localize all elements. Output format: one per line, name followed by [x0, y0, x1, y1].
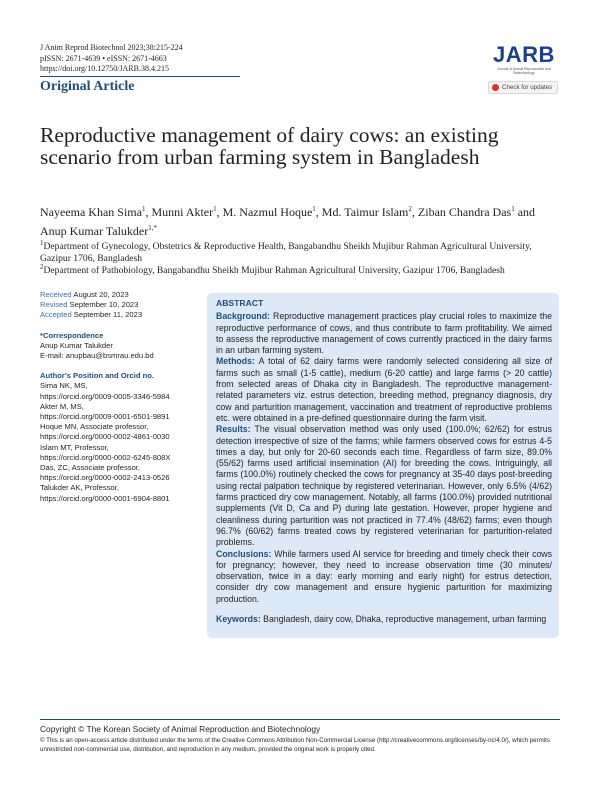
section-label: Results:	[216, 424, 251, 435]
correspondence-name: Anup Kumar Talukder	[40, 340, 113, 350]
orcid-list	[40, 381, 200, 503]
received-date	[40, 290, 200, 300]
section-text: While farmers used AI service for breeding and timely check their cows for pregnancy; however, they need to increase observation time (30 minutes/ observation, twice in a day: early morning and early night) for estrus detection, consider dry cow management and ensure hygienic parturition for maximizing production.	[216, 548, 553, 604]
section-label: Methods:	[216, 356, 255, 367]
orcid-author: Hoque MN, Associate professor,	[40, 422, 149, 432]
copyright-notice: Copyright © The Korean Society of Animal Reproduction and Biotechnology	[40, 724, 321, 734]
logo-subtitle: Journal of Animal Reproduction and Biotechnology	[497, 67, 551, 75]
author-separator: ,	[145, 205, 152, 219]
journal-doi-link[interactable]: https://doi.org/10.12750/JARB.38.4.215	[40, 64, 169, 74]
author-affiliation-mark: 2	[408, 205, 412, 213]
orcid-link[interactable]: https://orcid.org/0009-0001-6501-9891	[40, 412, 170, 422]
affiliation-text: Department of Pathobiology, Bangabandhu Sheikh Mujibur Rahman Agricultural University, Gazipur 1706, Bangladesh	[43, 265, 505, 277]
abstract-heading: ABSTRACT	[216, 298, 264, 308]
section-label: Conclusions:	[216, 548, 272, 559]
check-for-updates-button[interactable]	[488, 81, 558, 94]
orcid-author: Sima NK, MS,	[40, 381, 88, 391]
revised-value: September 10, 2023	[69, 300, 139, 310]
abstract-conclusions	[216, 549, 552, 605]
accepted-label: Accepted	[40, 310, 72, 320]
author-separator: ,	[411, 205, 418, 219]
orcid-author: Islam MT, Professor,	[40, 442, 109, 452]
section-text: A total of 62 dairy farms were randomly selected considering all size of farms such as small (1-5 cattle), medium (6-20 cattle) and large farms (> 20 cattle) from selected areas of Dhaka city in Bangladesh. The reproductive management-related parameters viz. estrus detection, breeding method, pregnancy diagnosis, dry cow and parturition management, vaccination and treatment of reproductive problems etc. were obtained in a pre-defined questionnaire during the farm visit.	[216, 356, 552, 423]
article-sidebar	[40, 290, 200, 504]
orcid-link[interactable]: https://orcid.org/0000-0002-2413-0526	[40, 473, 170, 483]
orcid-author: Talukder AK, Professor,	[40, 483, 119, 493]
author-affiliation-mark: 1,*	[148, 224, 157, 232]
affiliation-text: Department of Gynecology, Obstetrics & Reproductive Health, Bangabandhu Sheikh Mujibur Rahman Agricultural University, Gazipur 1706, Bangladesh	[40, 241, 532, 264]
author-list	[40, 201, 560, 239]
author-affiliation-mark: 1	[213, 205, 217, 213]
license-text: This is an open-access article distributed under the terms of the Creative Commons Attribution Non-Commercial License (http://creativecommons.org/licenses/by-nc/4.0/), which permits unrestricted non-commercial use, distribution, and reproduction in any medium, provided the original work is properly cited.	[40, 737, 550, 753]
keywords-label: Keywords:	[216, 614, 261, 625]
received-label: Received	[40, 290, 72, 299]
author-name: Ziban Chandra Das	[417, 205, 512, 219]
journal-logo	[492, 44, 556, 75]
abstract-results	[216, 424, 552, 548]
correspondence-email[interactable]: E-mail: anupbau@bsmrau.edu.bd	[40, 351, 154, 361]
journal-citation: J Anim Reprod Biotechnol 2023;38:215-224	[40, 43, 183, 52]
orcid-link[interactable]: https://orcid.org/0000-0002-6245-808X	[40, 452, 171, 462]
revised-date	[40, 300, 200, 310]
check-updates-icon	[492, 84, 499, 91]
section-text: Reproductive management practices play crucial roles to maximize the reproductive performance of cows, and thus contribute to farm profitability. We aimed to assess the reproductive management of cows currently practiced in the dairy farms in an urban farming system.	[216, 311, 552, 356]
section-text: The visual observation method was only used (100.0%; 62/62) for estrus detection irrespective of size of the farms; while farmers observed cows for estrus 4-5 times a day, but only for 20-60 seconds each time. Regardless of farm size, 89.0% (55/62) farms used artificial insemination (AI) for breeding the cows. Intriguingly, all farms (100.0%) routinely checked the cows for pregnancy at 35-40 days post-breeding using rectal palpation technique by registered veterinarian. However, only 6.5% (4/62) farms practiced dry cow management. Notably, all farms (100.0%) provided nutritional supplements (Vit D, Ca and P) during late gestation. However, proper hygiene and cleanliness during parturition was not practiced in 77.4% (48/62) farms; even though 96.7% (60/62) farms treated cows by registered veterinarian for parturition-related problems.	[216, 424, 552, 548]
correspondence-heading: *Correspondence	[40, 330, 104, 340]
section-label: Background:	[216, 311, 270, 322]
accepted-value: September 11, 2023	[73, 310, 143, 320]
orcid-link[interactable]: https://orcid.org/0009-0005-3346-5984	[40, 391, 170, 401]
author-affiliation-mark: 1	[312, 205, 316, 213]
affiliation-number: 1	[40, 239, 44, 247]
journal-info	[40, 43, 183, 75]
author-name: Nayeema Khan Sima	[40, 205, 142, 219]
check-updates-label: Check for updates	[502, 84, 553, 91]
orcid-author: Akter M, MS,	[40, 401, 84, 411]
logo-text: JARB	[493, 42, 555, 67]
author-affiliation-mark: 1	[141, 205, 146, 213]
article-type: Original Article	[40, 79, 135, 94]
header-divider	[40, 76, 240, 77]
orcid-link[interactable]: https://orcid.org/0000-0001-6904-8801	[40, 493, 170, 503]
orcid-heading: Author's Position and Orcid no.	[40, 371, 155, 381]
orcid-link[interactable]: https://orcid.org/0000-0002-4861-0030	[40, 432, 170, 442]
abstract-methods	[216, 356, 552, 424]
abstract-keywords	[216, 614, 552, 625]
affiliation-number: 2	[40, 263, 44, 271]
abstract-box	[207, 293, 559, 638]
accepted-date	[40, 310, 200, 320]
author-name: Munni Akter	[151, 205, 214, 219]
abstract-background	[216, 311, 552, 356]
journal-issn: pISSN: 2671-4639 • eISSN: 2671-4663	[40, 53, 167, 63]
author-name: Md. Taimur Islam	[321, 205, 409, 219]
cc-icon: ©	[40, 737, 47, 744]
affiliation-1	[40, 238, 560, 264]
author-name: and Anup Kumar Talukder	[40, 205, 536, 238]
author-name: M. Nazmul Hoque	[222, 205, 313, 219]
footer-divider	[40, 719, 560, 720]
author-separator: ,	[315, 205, 322, 219]
orcid-author: Das, ZC, Associate professor,	[40, 463, 141, 473]
revised-label: Revised	[40, 300, 68, 310]
license-notice	[40, 737, 560, 754]
affiliation-2	[40, 262, 560, 277]
author-separator: ,	[216, 205, 223, 219]
received-value: August 20, 2023	[73, 290, 129, 299]
article-title: Reproductive management of dairy cows: an existing scenario from urban farming system in Bangladesh	[40, 123, 499, 169]
keywords-text: Bangladesh, dairy cow, Dhaka, reproductive management, urban farming	[263, 614, 547, 625]
author-affiliation-mark: 1	[511, 205, 515, 213]
